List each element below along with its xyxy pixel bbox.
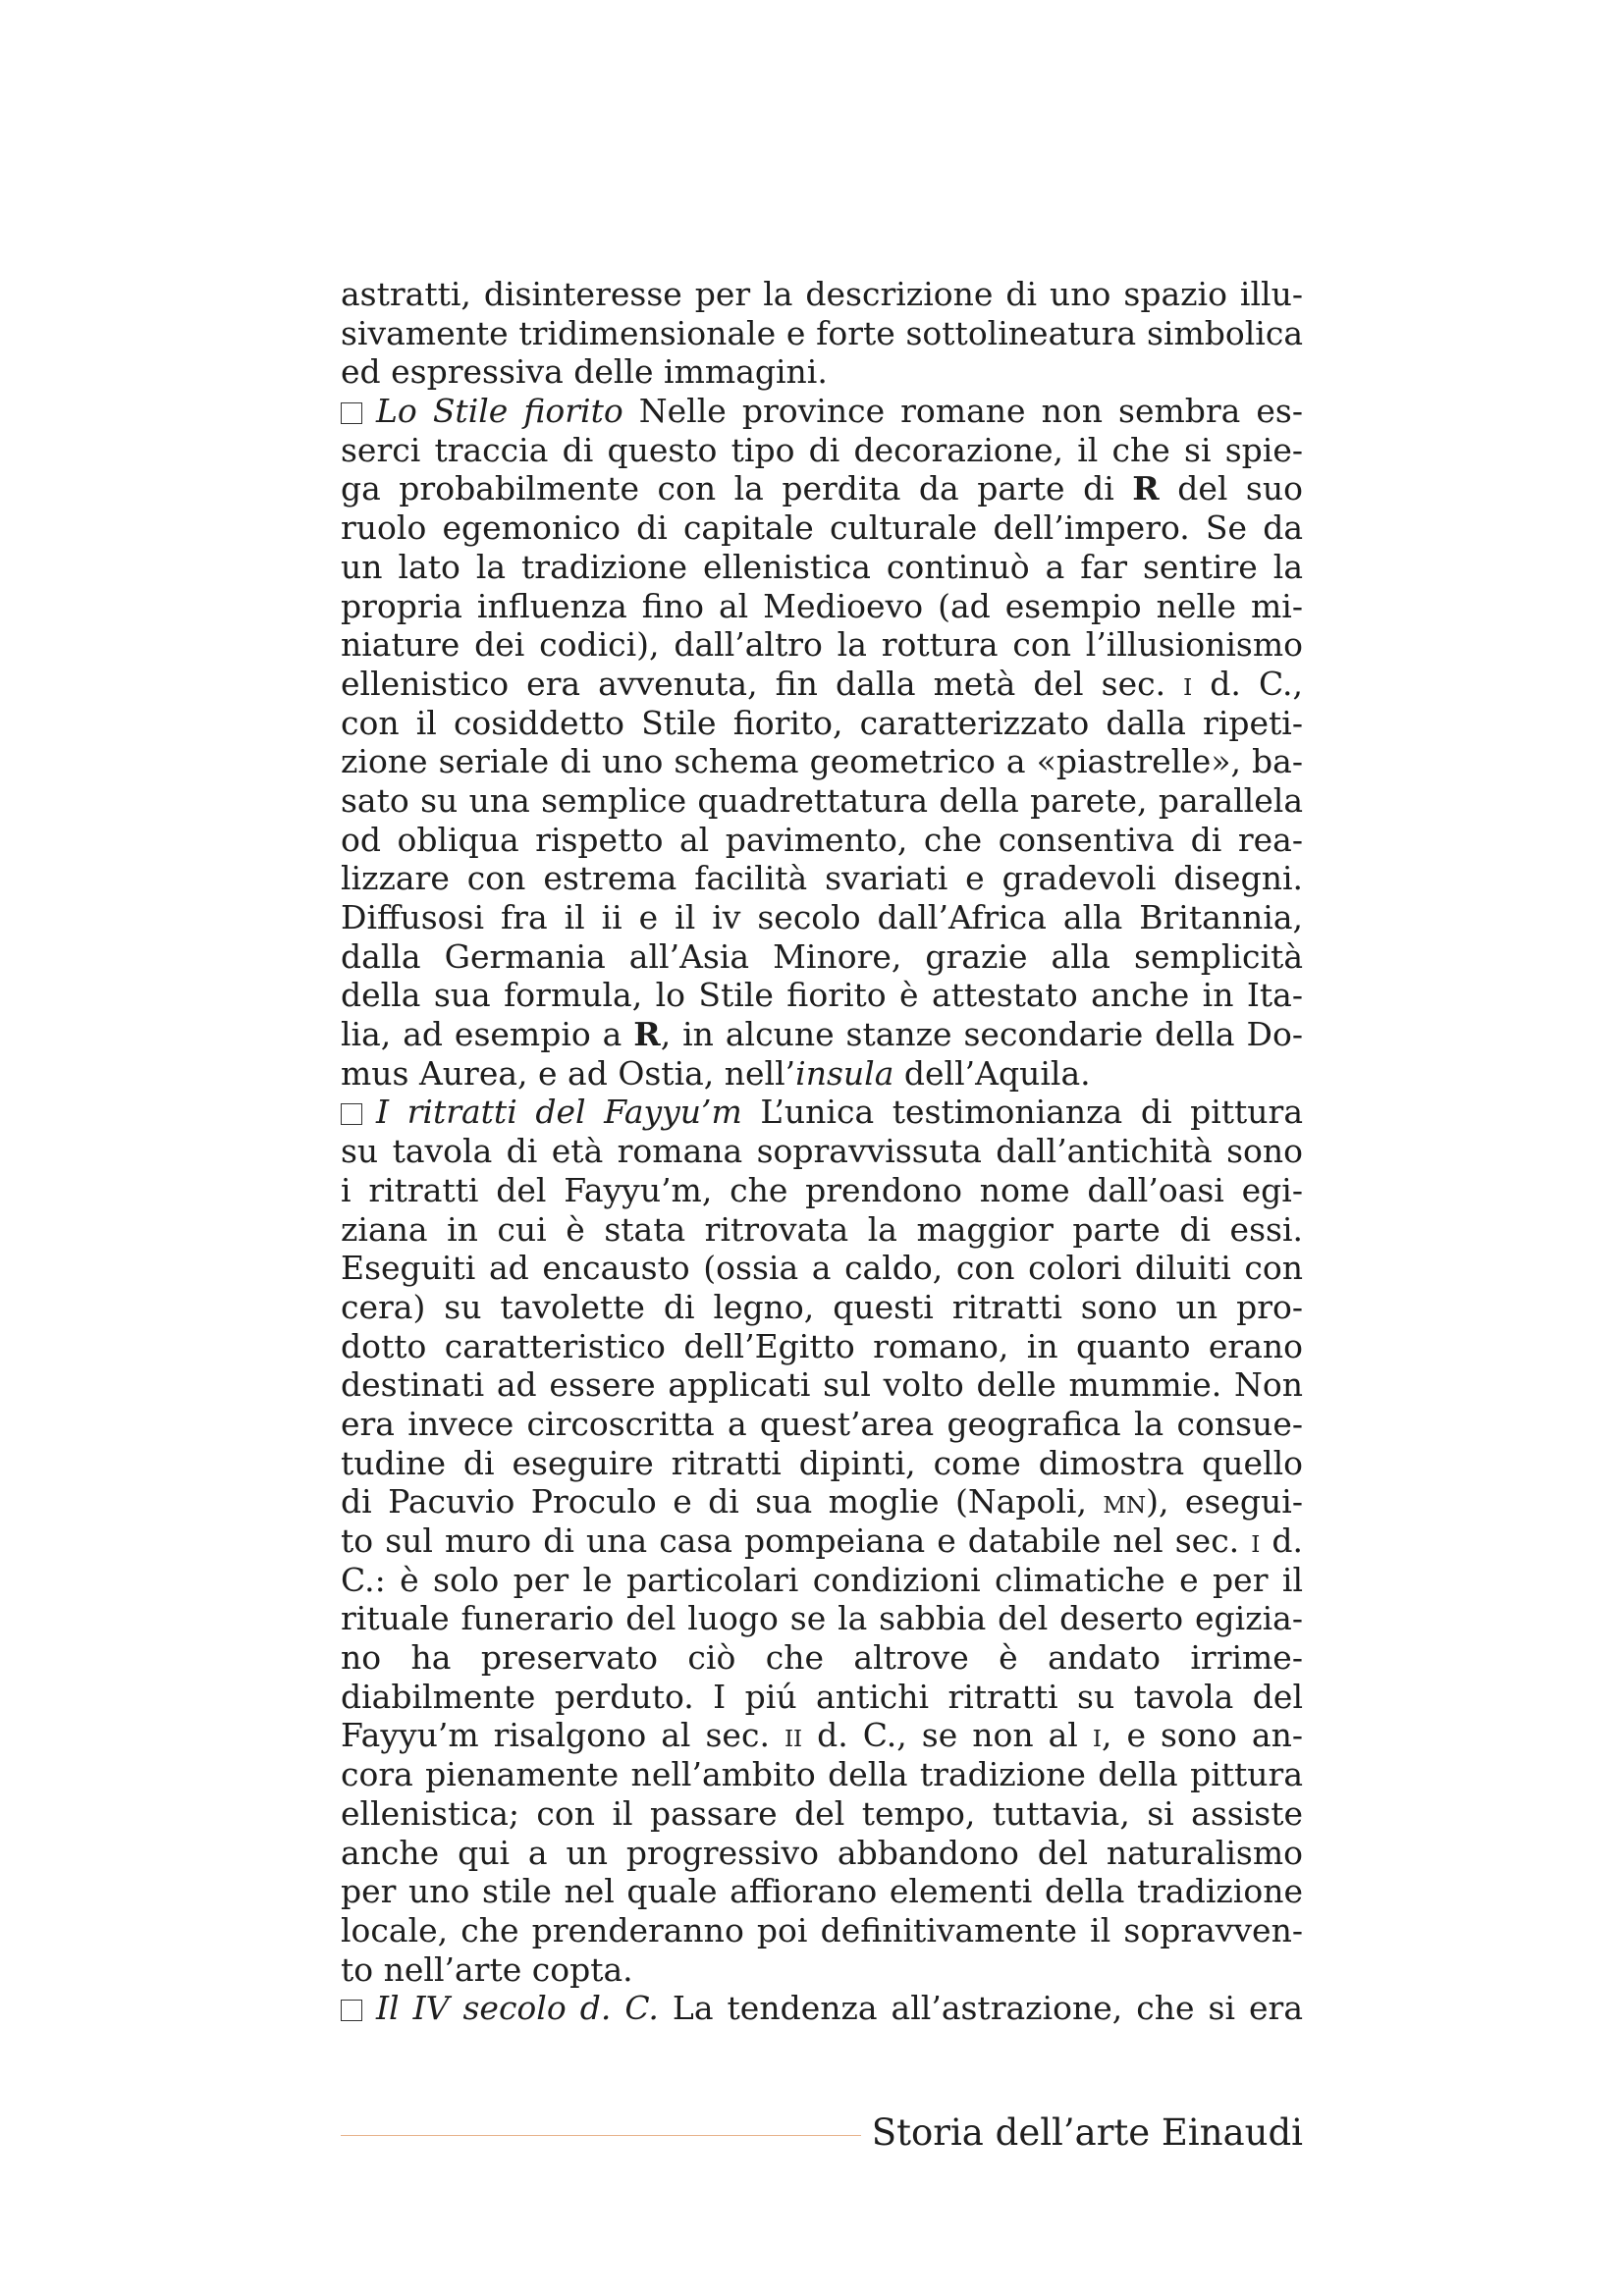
italic-term: insula (795, 1053, 894, 1093)
text-line: no ha preservato ciò che altrove è andato irrime- (341, 1638, 1303, 1678)
text-line: ed espressiva delle immagini. (341, 352, 828, 392)
line-text: mus Aurea, e ad Ostia, nell’ (341, 1053, 796, 1093)
line-text: ga probabilmente con la perdita da parte di (341, 469, 1133, 508)
small-caps-text: ii (784, 1716, 803, 1755)
small-caps-text: i (1183, 664, 1193, 703)
section-heading: Il IV secolo d. C. (376, 1989, 659, 2028)
text-line: per uno stile nel quale affiorano elementi della tradizione (341, 1872, 1303, 1911)
line-text: dell’Aquila. (893, 1053, 1091, 1093)
text-line: dalla Germania all’Asia Minore, grazie alla semplicità (341, 936, 1303, 976)
text-line: lizzare con estrema facilità svariati e gradevoli disegni. (341, 859, 1303, 898)
text-line (341, 1482, 1303, 1522)
line-text: , in alcune stanze secondarie della Do- (660, 1015, 1303, 1054)
text-line: su tavola di età romana sopravvissuta dall’antichità sono (341, 1132, 1303, 1171)
line-text: d. C., se non al (802, 1716, 1093, 1755)
line-text: del suo (1159, 469, 1303, 508)
text-line: con il cosiddetto Stile fiorito, caratterizzato dalla ripeti- (341, 703, 1303, 742)
footer-title: Storia dell’arte Einaudi (871, 2111, 1303, 2154)
footer-rule (341, 2135, 861, 2136)
page-footer (341, 2109, 1303, 2158)
line-text: d. (1260, 1522, 1304, 1560)
line-text: d. C., (1192, 664, 1304, 703)
text-line: dotto caratteristico dell’Egitto romano, in quanto erano (341, 1326, 1303, 1365)
text-line: C.: è solo per le particolari condizioni climatiche e per il (341, 1560, 1303, 1599)
text-line: locale, che prenderanno poi definitivamente il sopravven- (341, 1910, 1303, 1949)
text-line: serci traccia di questo tipo di decorazione, il che si spie- (341, 430, 1303, 469)
text-line: sivamente tridimensionale e forte sottolineatura simbolica (341, 313, 1303, 352)
body-text (341, 275, 1303, 2028)
text-line (341, 1093, 1303, 1132)
text-line: Eseguiti ad encausto (ossia a caldo, con colori diluiti con (341, 1249, 1303, 1288)
text-line (341, 1989, 1303, 2028)
text-line: era invece circoscritta a quest’area geografica la consue- (341, 1404, 1303, 1443)
text-line (341, 392, 1303, 431)
text-line: to nell’arte copta. (341, 1949, 633, 1989)
text-line (341, 469, 1303, 508)
small-caps-text: i (1251, 1522, 1261, 1560)
line-text: di Pacuvio Proculo e di sua moglie (Napoli, (341, 1482, 1104, 1522)
text-line: ruolo egemonico di capitale culturale dell’impero. Se da (341, 508, 1303, 548)
text-line: un lato la tradizione ellenistica continuò a far sentire la (341, 547, 1303, 586)
text-line: anche qui a un progressivo abbandono del naturalismo (341, 1833, 1303, 1872)
text-line (341, 665, 1303, 704)
text-line: destinati ad essere applicati sul volto delle mummie. Non (341, 1365, 1303, 1405)
line-text: to sul muro di una casa pompeiana e databile nel sec. (341, 1522, 1252, 1560)
text-line: propria influenza fino al Medioevo (ad esempio nelle mi- (341, 586, 1303, 625)
text-line: sato su una semplice quadrettatura della parete, parallela (341, 780, 1303, 820)
text-line (341, 1015, 1303, 1054)
text-line: od obliqua rispetto al pavimento, che consentiva di rea- (341, 820, 1303, 859)
text-line: rituale funerario del luogo se la sabbia del deserto egizia- (341, 1599, 1303, 1638)
text-line (341, 1716, 1303, 1755)
text-line: diabilmente perduto. I piú antichi ritratti su tavola del (341, 1677, 1303, 1716)
bold-abbrev: R (633, 1015, 661, 1054)
text-line: della sua formula, lo Stile fiorito è attestato anche in Ita- (341, 976, 1303, 1015)
line-text: ellenistico era avvenuta, fin dalla metà del sec. (341, 664, 1184, 703)
line-text: La tendenza all’astrazione, che si era (658, 1989, 1303, 2028)
text-line: niature dei codici), dall’altro la rottura con l’illusionismo (341, 625, 1303, 665)
text-line (341, 1522, 1303, 1561)
line-text: ), esegui- (1146, 1482, 1303, 1522)
text-line: cera) su tavolette di legno, questi ritratti sono un pro- (341, 1287, 1303, 1326)
text-line (341, 1054, 1303, 1094)
text-line: i ritratti del Fayyu’m, che prendono nome dall’oasi egi- (341, 1170, 1303, 1209)
text-line: cora pienamente nell’ambito della tradizione della pittura (341, 1755, 1303, 1794)
text-line: tudine di eseguire ritratti dipinti, come dimostra quello (341, 1443, 1303, 1482)
line-text: Nelle province romane non sembra es- (622, 392, 1304, 431)
small-caps-text: i (1092, 1716, 1102, 1755)
section-heading: I ritratti del Fayyu’m (376, 1093, 742, 1132)
section-marker-icon (341, 2000, 362, 2021)
text-line: ellenistica; con il passare del tempo, tuttavia, si assiste (341, 1793, 1303, 1833)
line-text: Fayyu’m risalgono al sec. (341, 1716, 784, 1755)
line-text: , e sono an- (1101, 1716, 1303, 1755)
section-heading: Lo Stile fiorito (376, 392, 623, 431)
section-marker-icon (341, 402, 362, 424)
bold-abbrev: R (1132, 469, 1160, 508)
line-text: L’unica testimonianza di pittura (741, 1093, 1303, 1132)
text-line: Diffusosi fra il ii e il iv secolo dall’Africa alla Britannia, (341, 898, 1303, 936)
text-line: astratti, disinteresse per la descrizione di uno spazio illu- (341, 275, 1303, 313)
small-caps-text: mn (1103, 1482, 1147, 1522)
text-line: ziana in cui è stata ritrovata la maggior parte di essi. (341, 1209, 1303, 1249)
section-marker-icon (341, 1103, 362, 1125)
line-text: lia, ad esempio a (341, 1015, 634, 1054)
text-line: zione seriale di uno schema geometrico a «piastrelle», ba- (341, 742, 1303, 781)
